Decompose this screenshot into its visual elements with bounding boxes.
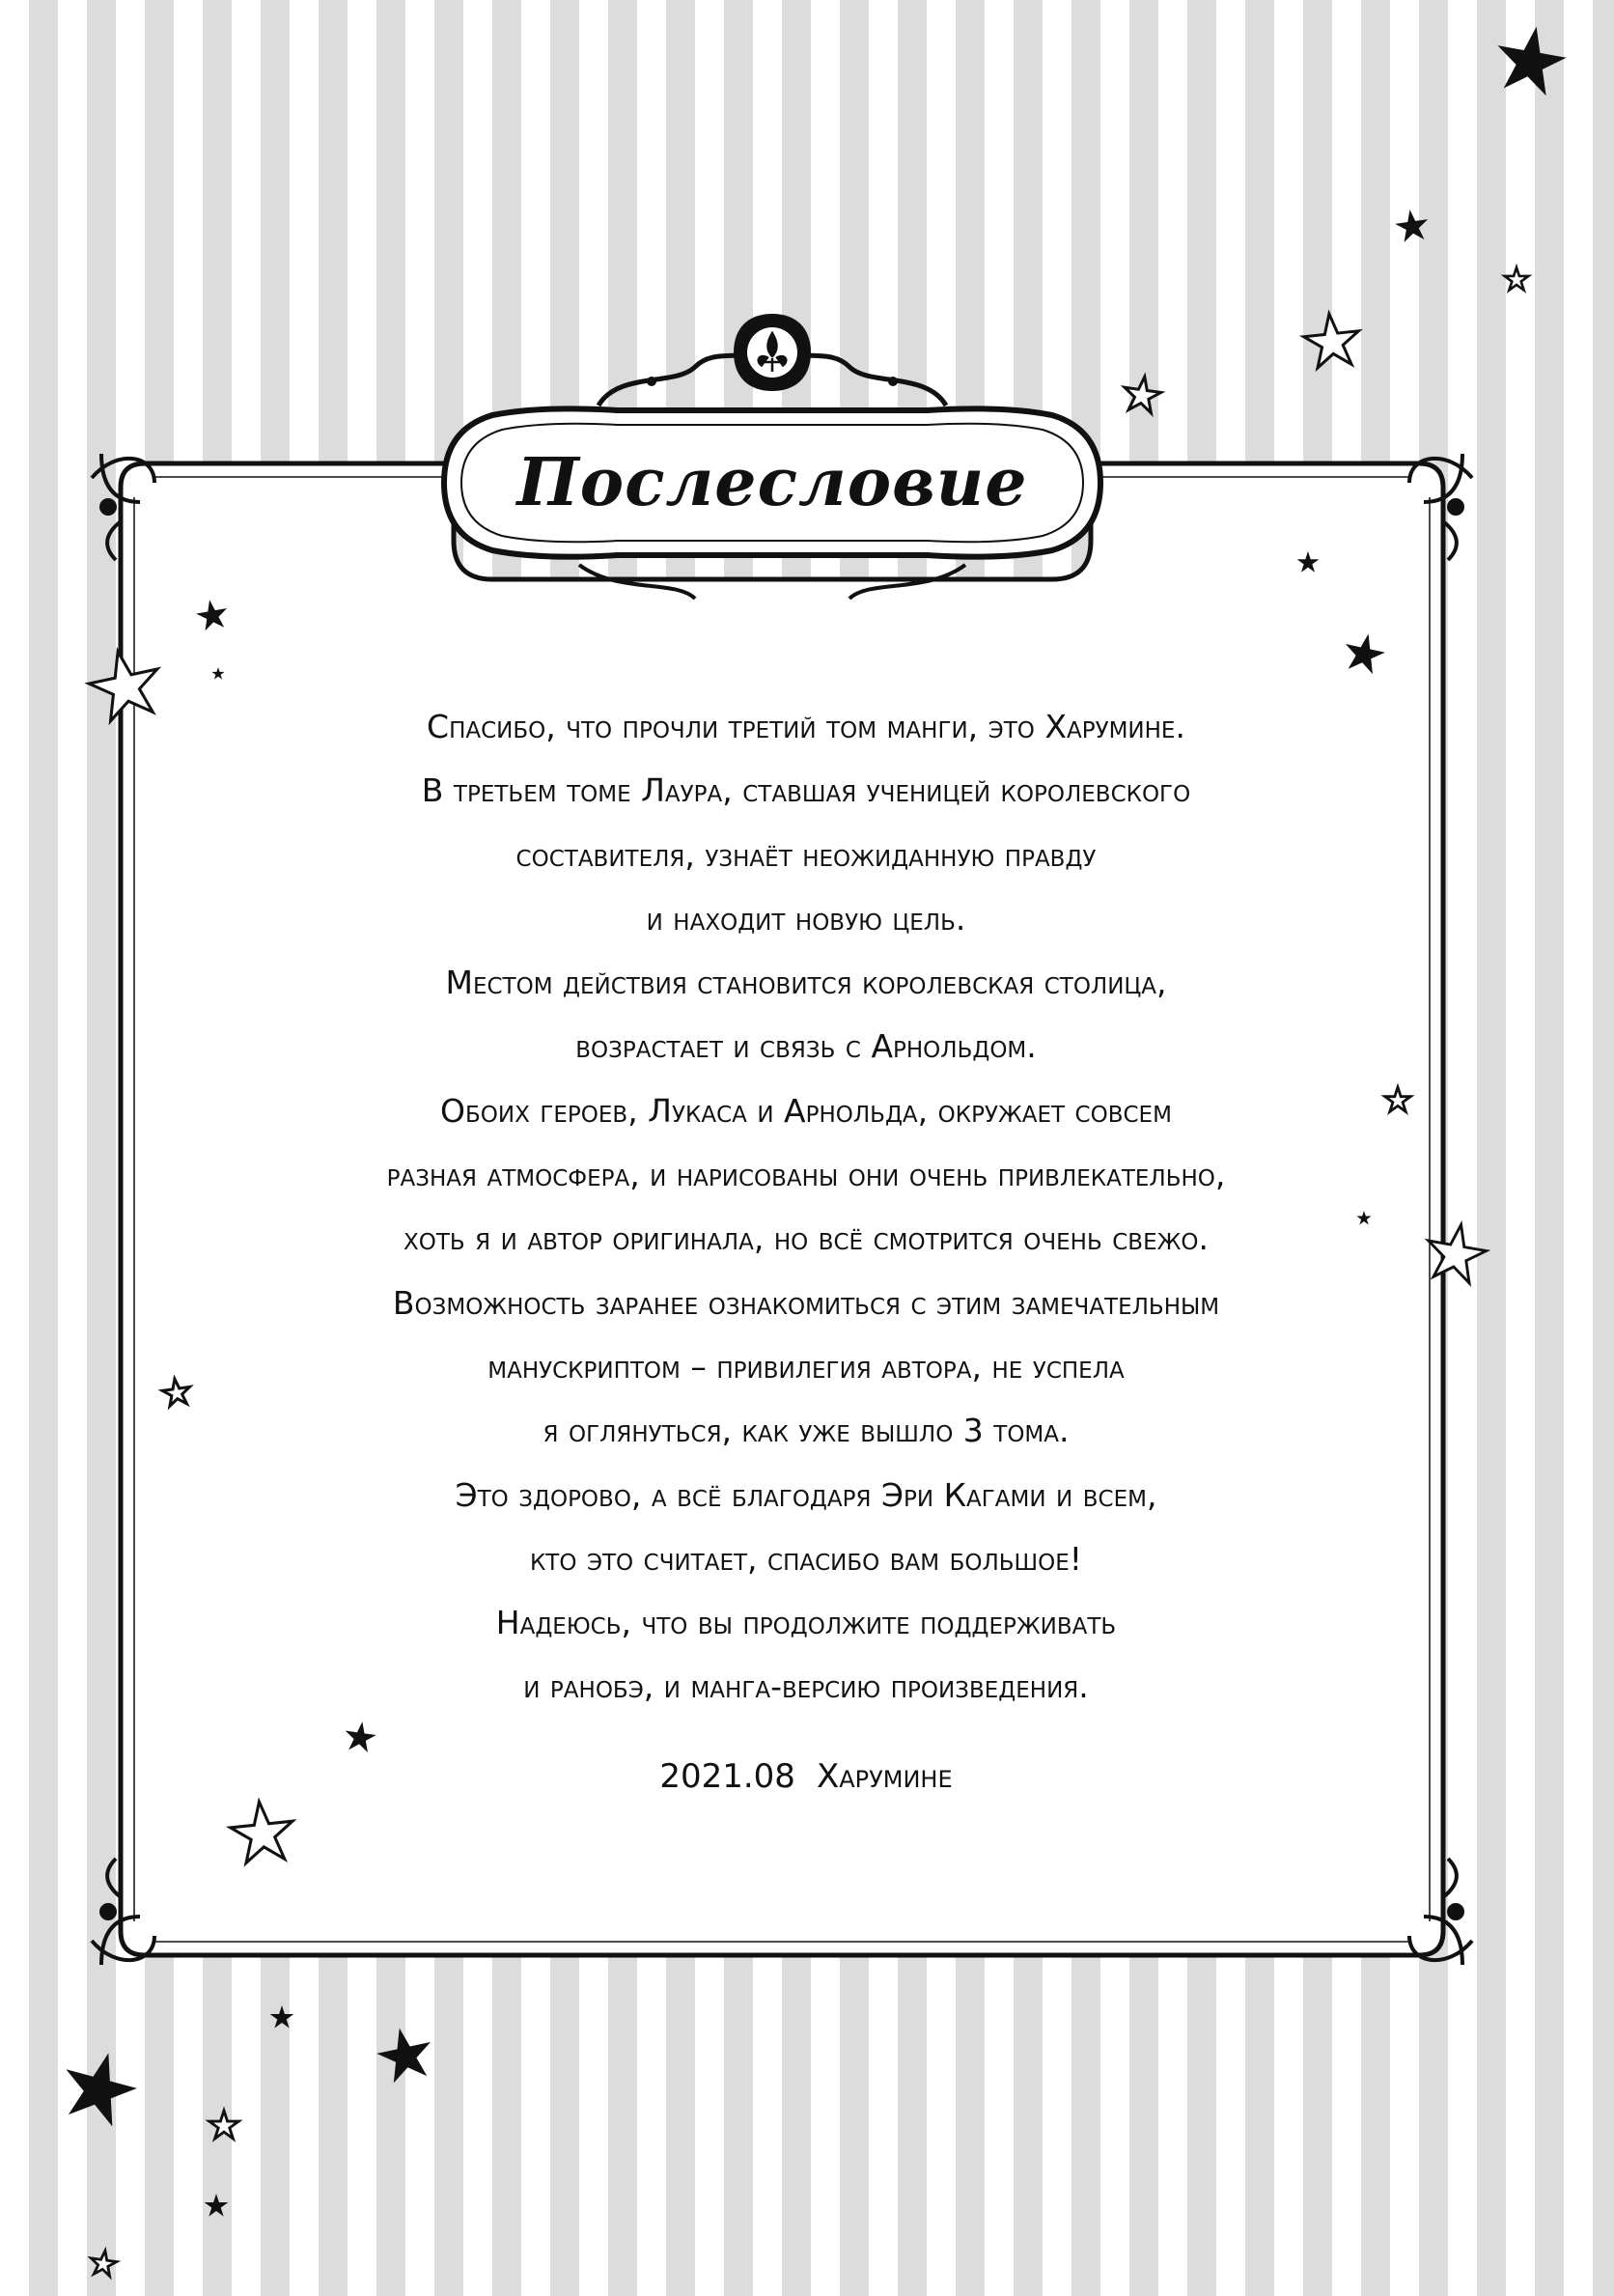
body-line: Надеюсь, что вы продолжите поддерживать: [495, 1604, 1117, 1642]
body-line: кто это считает, спасибо вам большое!: [529, 1539, 1083, 1578]
body-line: манускриптом – привилегия автора, не успела: [487, 1347, 1125, 1386]
body-line: разная атмосфера, и нарисованы они очень привлекательно,: [386, 1156, 1226, 1194]
body-line: я оглянуться, как уже вышло 3 тома.: [543, 1412, 1070, 1450]
body-line: Местом действия становится королевская столица,: [445, 964, 1167, 1002]
title-banner: [463, 406, 1081, 560]
body-line: составителя, узнаёт неожиданную правду: [515, 835, 1097, 874]
body-line: Обоих героев, Лукаса и Арнольда, окружает совсем: [440, 1091, 1172, 1130]
body-line: В третьем томе Лаура, ставшая ученицей королевского: [421, 771, 1191, 810]
fleur-de-lis-icon: [734, 314, 811, 391]
signature-date: 2021.08: [659, 1757, 795, 1796]
body-line: и ранобэ, и манга-версию произведения.: [523, 1667, 1089, 1706]
page-title: Послесловие: [516, 444, 1028, 521]
body-line: Возможность заранее ознакомиться с этим замечательным: [392, 1283, 1220, 1322]
body-line: хоть я и автор оригинала, но всё смотрится очень свежо.: [404, 1219, 1209, 1258]
signature: [174, 1757, 1438, 1796]
signature-name: Харумине: [816, 1757, 953, 1796]
body-line: Это здорово, а всё благодаря Эри Кагами и всем,: [455, 1475, 1157, 1514]
afterword-body: [174, 695, 1438, 1720]
body-line: Спасибо, что прочли третий том манги, это Харумине.: [427, 708, 1185, 745]
body-line: и находит новую цель.: [646, 899, 966, 938]
body-line: возрастает и связь с Арнольдом.: [575, 1027, 1037, 1066]
